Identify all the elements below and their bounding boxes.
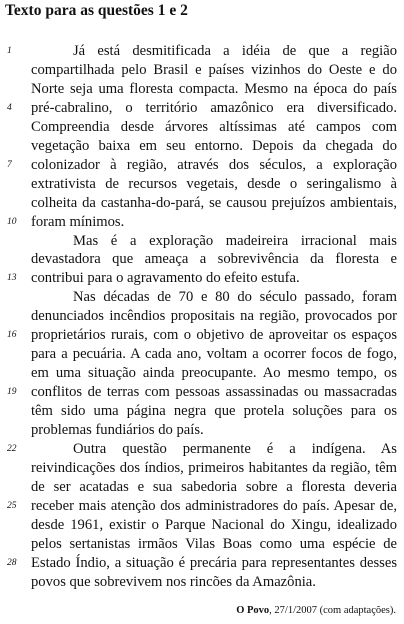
text-line: Estado Índio, a situação é precária para representantes desses <box>31 554 397 571</box>
line-number: 25 <box>7 500 17 511</box>
line-number: 4 <box>7 102 12 113</box>
text-line: têm sido uma página negra que protela soluções para os <box>31 403 397 420</box>
text-line: compartilhada pelo Brasil e países vizinhos do Oeste e do <box>31 61 397 78</box>
text-line: foram mínimos. <box>31 213 125 230</box>
text-line: conflitos de terras com pessoas assassinadas ou massacradas <box>31 384 397 401</box>
line-number: 19 <box>7 387 17 398</box>
text-line: Mas é a exploração madeireira irracional mais <box>73 232 397 249</box>
source-name: O Povo <box>236 605 270 616</box>
text-line: Outra questão permanente é a indígena. As <box>73 440 397 457</box>
text-line: desde 1961, existir o Parque Nacional do Xingu, idealizado <box>31 516 397 533</box>
text-line: colheita da castanha-do-pará, se causou prejuízos ambientais, <box>31 194 397 211</box>
line-number: 10 <box>7 216 17 227</box>
text-line: pelos sertanistas irmãos Vilas Boas como uma espécie de <box>31 535 397 552</box>
text-line: Compreendia desde árvores altíssimas até campos com <box>31 118 397 135</box>
line-number: 1 <box>7 46 12 56</box>
text-line: colonizador à região, através dos séculos, a exploração <box>31 156 397 173</box>
text-line: proprietários rurais, com o objetivo de aproveitar os espaços <box>31 327 397 344</box>
line-number: 16 <box>7 330 17 341</box>
text-line: devastadora que ameaça a sobrevivência da floresta e <box>31 251 397 268</box>
text-line: denunciados incêndios propositais na região, provocados por <box>31 308 397 325</box>
line-number: 28 <box>7 557 17 568</box>
text-line: em uma situação ainda preocupante. Ao mesmo tempo, os <box>31 365 397 382</box>
line-number: 13 <box>7 273 17 284</box>
text-line: receber mais atenção dos administradores do país. Apesar de, <box>31 497 397 514</box>
line-number: 22 <box>7 443 17 454</box>
text-line: para a pecuária. A cada ano, voltam a ocorrer focos de fogo, <box>31 346 397 363</box>
document-title: Texto para as questões 1 e 2 <box>5 2 188 19</box>
text-line: Norte seja uma floresta compacta. Mesmo na época do país <box>31 80 397 97</box>
text-line: povos que sobrevivem nos rincões da Amazônia. <box>31 573 316 590</box>
source-citation <box>236 604 396 618</box>
text-line: extrativista de recursos vegetais, desde o seringalismo à <box>31 175 397 192</box>
text-line: reivindicações dos índios, primeiros habitantes da região, têm <box>31 459 397 476</box>
text-line: problemas fundiários do país. <box>31 422 204 438</box>
line-number: 7 <box>7 159 12 170</box>
text-line: Já está desmitificada a idéia de que a região <box>73 43 397 59</box>
text-line: contribui para o agravamento do efeito estufa. <box>31 270 300 287</box>
text-line: de ser acatadas e sua sabedoria sobre a floresta deveria <box>31 478 397 495</box>
text-line: pré-cabralino, o território amazônico era diversificado. <box>31 99 397 116</box>
source-detail: , 27/1/2007 (com adaptações). <box>269 605 396 616</box>
text-line: vegetação baixa em seu entorno. Depois da chegada do <box>31 137 397 154</box>
text-line: Nas décadas de 70 e 80 do século passado, foram <box>73 289 397 306</box>
